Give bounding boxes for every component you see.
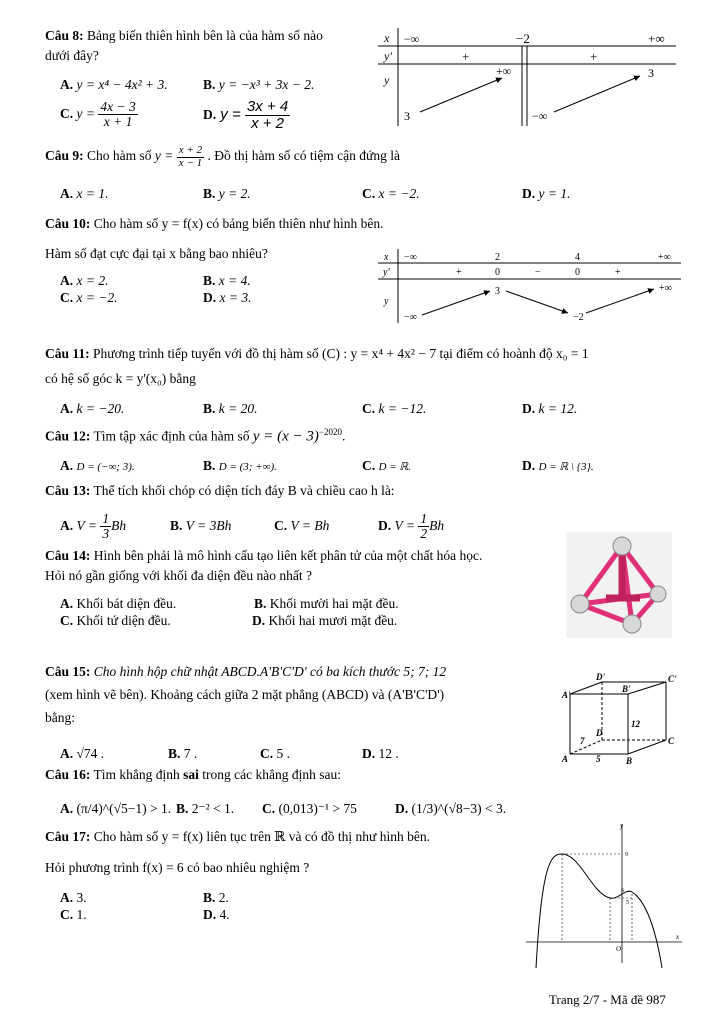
q11-option-a: A. k = −20. xyxy=(60,401,125,416)
q16-option-c: C. (0,013)⁻¹ > 75 xyxy=(262,801,357,816)
q17-function-graph xyxy=(522,818,688,968)
q8-option-c: C. y = $\frac{4x - 3}{x + 1}$ xyxy=(60,99,136,130)
q9-option-b: B. y = 2. xyxy=(203,186,251,201)
q8-table-sign1: + xyxy=(590,49,598,64)
q17-stem: Câu 17: Cho hàm số y = f(x) liên tục trên ℝ và có đồ thị như hình bên. xyxy=(45,829,430,844)
q8-table-x0: −∞ xyxy=(404,32,420,46)
q15-option-a: A. √74 . xyxy=(60,746,105,761)
q13-stem: Câu 13: Thể tích khối chóp có diện tích đáy B và chiều cao h là: xyxy=(45,483,395,498)
q14-stem: Câu 14: Hình bên phải là mô hình cấu tạo liên kết phân tử của một chất hóa học. xyxy=(45,548,483,563)
q15-option-d: D. 12 . xyxy=(362,746,399,761)
q10-table-y3: +∞ xyxy=(659,283,672,294)
q9-stem: Câu 9: Cho hàm số y = $\frac{x + 2}{x - 1}$ . Đồ thị hàm số có tiệm cận đứng là xyxy=(45,144,400,169)
q15-dim-12: 12 xyxy=(631,719,640,729)
q12-option-a: A. D = (−∞; 3). xyxy=(60,458,135,473)
q15-label-d: D xyxy=(596,728,603,738)
q15-box-figure xyxy=(558,672,680,766)
q16-option-d: D. (1/3)^(√8−3) < 3. xyxy=(395,801,507,816)
q8-option-d: D. y = $\frac{3x + 4}{x + 2}$ xyxy=(203,98,289,132)
q14-option-a: A. Khối bát diện đều. xyxy=(60,596,177,611)
q10-table-y1: 3 xyxy=(495,286,500,297)
q17-y-axis-label: y xyxy=(620,822,624,830)
q17-option-c: C. 1. xyxy=(60,907,87,922)
q8-table-y3: 3 xyxy=(648,66,654,80)
q8-stem-2: dưới đây? xyxy=(45,48,99,63)
q10-stem: Câu 10: Cho hàm số y = f(x) có bảng biến thiên như hình bên. xyxy=(45,216,384,231)
q15-label-c: C xyxy=(668,736,675,746)
q8-stem: Câu 8: Bảng biến thiên hình bên là của hàm số nào xyxy=(45,28,323,43)
q9-option-d: D. y = 1. xyxy=(522,186,571,201)
q15-label-d1: D' xyxy=(596,672,605,682)
q17-y6-label: 6 xyxy=(621,888,624,894)
q14-option-b: B. Khối mười hai mặt đều. xyxy=(254,596,399,611)
q10-table-x-label: x xyxy=(384,252,389,263)
q11-option-d: D. k = 12. xyxy=(522,401,578,416)
q8-table-sign0: + xyxy=(462,49,470,64)
q14-molecule-image xyxy=(566,532,672,638)
q10-table-x1: 2 xyxy=(495,252,500,263)
q8-option-a: A. y = x⁴ − 4x² + 3. xyxy=(60,77,168,92)
q12-option-d: D. D = ℝ \ {3}. xyxy=(522,458,594,473)
q8-table-y1: +∞ xyxy=(496,64,512,78)
q10-table-y0: −∞ xyxy=(404,312,417,323)
q10-table-y-label: y xyxy=(384,296,389,307)
page-footer: Trang 2/7 - Mã đề 987 xyxy=(549,992,666,1007)
q8-table-x1: −2 xyxy=(516,31,530,46)
q10-table-y2: −2 xyxy=(573,312,584,323)
q12-stem: Câu 12: Tìm tập xác định của hàm số $y = (x - 3)^{-2020}$. xyxy=(45,427,346,445)
q15-stem-2: (xem hình vẽ bên). Khoảng cách giữa 2 mặt phẳng (ABCD) và (A'B'C'D') xyxy=(45,687,445,702)
q17-option-d: D. 4. xyxy=(203,907,230,922)
q15-option-c: C. 5 . xyxy=(260,746,290,761)
q10-option-d: D. x = 3. xyxy=(203,290,252,305)
q17-origin-label: O xyxy=(616,945,622,953)
q13-option-a: A. V = $\frac{1}{3}$ Bh xyxy=(60,511,127,542)
q8-option-b: B. y = −x³ + 3x − 2. xyxy=(203,77,315,92)
q17-option-b: B. 2. xyxy=(203,890,229,905)
q13-option-b: B. V = 3Bh xyxy=(170,518,232,533)
q8-table-y-label: y xyxy=(384,73,390,87)
q10-stem-2: Hàm số đạt cực đại tại x bằng bao nhiêu? xyxy=(45,246,268,261)
q13-option-c: C. V = Bh xyxy=(274,518,330,533)
q8-variation-table xyxy=(378,28,678,128)
q16-stem: Câu 16: Tìm khẳng định sai trong các khẳng định sau: xyxy=(45,767,342,782)
q9-option-c: C. x = −2. xyxy=(362,186,420,201)
q15-label-b1: B' xyxy=(622,684,631,694)
q11-stem-2: có hệ số góc k = y'(x₀) bằng xyxy=(45,371,196,386)
q17-stem-2: Hỏi phương trình f(x) = 6 có bao nhiêu nghiệm ? xyxy=(45,860,310,875)
q16-option-b: B. 2⁻² < 1. xyxy=(176,801,235,816)
q15-option-b: B. 7 . xyxy=(168,746,198,761)
q15-label-a1: A' xyxy=(562,690,571,700)
q10-option-b: B. x = 4. xyxy=(203,273,251,288)
q8-table-yp-label: y' xyxy=(384,49,392,63)
q17-y5-label: 5 xyxy=(626,900,629,906)
q15-dim-7: 7 xyxy=(580,736,585,746)
q10-table-yp-label: y' xyxy=(383,267,390,278)
q10-table-yp3: 0 xyxy=(575,267,580,278)
q17-y9-label: 9 xyxy=(625,852,628,858)
q15-label-a: A xyxy=(562,754,569,764)
q10-table-x2: 4 xyxy=(575,252,580,263)
q11-option-c: C. k = −12. xyxy=(362,401,427,416)
q12-option-b: B. D = (3; +∞). xyxy=(203,458,277,473)
q16-option-a: A. (π/4)^(√5−1) > 1. xyxy=(60,801,172,816)
q10-variation-table xyxy=(378,249,683,325)
q17-x-axis-label: x xyxy=(676,933,680,941)
q15-stem: Câu 15: Cho hình hộp chữ nhật ABCD.A'B'C'D' có ba kích thước 5; 7; 12 xyxy=(45,664,447,679)
q9-option-a: A. x = 1. xyxy=(60,186,109,201)
q8-table-y2: −∞ xyxy=(532,109,548,123)
q14-option-c: C. Khối tứ diện đều. xyxy=(60,613,171,628)
q15-dim-5: 5 xyxy=(596,754,601,764)
q8-table-x-label: x xyxy=(384,31,390,45)
q10-table-yp1: 0 xyxy=(495,267,500,278)
q14-stem-2: Hỏi nó gần giống với khối đa diện đều nào nhất ? xyxy=(45,568,312,583)
q8-table-x2: +∞ xyxy=(648,31,665,46)
q15-label-c1: C' xyxy=(668,674,677,684)
q14-option-d: D. Khối hai mươi mặt đều. xyxy=(252,613,398,628)
q10-table-yp0: + xyxy=(456,267,462,278)
q10-table-x3: +∞ xyxy=(658,252,671,263)
q10-option-a: A. x = 2. xyxy=(60,273,109,288)
q10-table-x0: −∞ xyxy=(404,252,417,263)
q10-table-yp4: + xyxy=(615,267,621,278)
q15-stem-3: bằng: xyxy=(45,710,75,725)
q8-table-y0: 3 xyxy=(404,109,410,123)
q15-label-b: B xyxy=(626,756,633,766)
q13-option-d: D. V = $\frac{1}{2}$ Bh xyxy=(378,511,445,542)
q10-option-c: C. x = −2. xyxy=(60,290,118,305)
q11-option-b: B. k = 20. xyxy=(203,401,258,416)
q12-option-c: C. D = ℝ. xyxy=(362,458,411,473)
q17-option-a: A. 3. xyxy=(60,890,87,905)
q11-stem: Câu 11: Phương trình tiếp tuyến với đồ thị hàm số (C) : y = x⁴ + 4x² − 7 tại điểm có hoành độ x₀ = 1 xyxy=(45,346,589,361)
q10-table-yp2: − xyxy=(535,267,541,278)
